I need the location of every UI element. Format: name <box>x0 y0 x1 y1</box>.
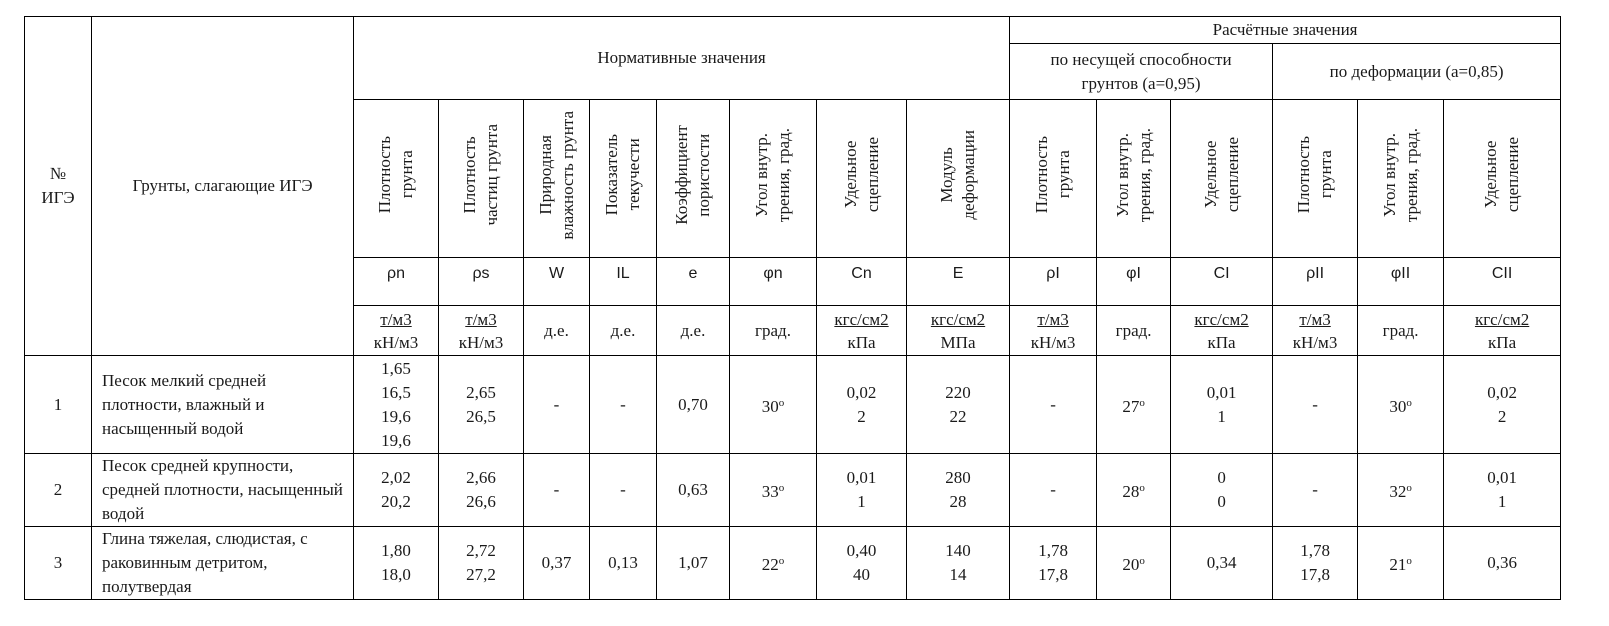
table-cell: 22$^o$ <box>730 527 817 600</box>
unit-bottom: кН/м3 <box>458 332 504 352</box>
soil-name: Песок мелкий средней плотности, влажный и насыщенный водой <box>92 356 354 454</box>
header-bearing: по несущей способности грунтов (a=0,95) <box>1010 44 1273 100</box>
column-label: Плотность частиц грунта <box>460 124 501 226</box>
unit-bottom: МПа <box>940 332 976 352</box>
table-cell: 220 22 <box>907 356 1010 454</box>
column-label-cell <box>1358 100 1444 258</box>
table-cell: 140 14 <box>907 527 1010 600</box>
column-label-cell <box>590 100 657 258</box>
unit-bottom: кН/м3 <box>1292 332 1338 352</box>
column-label: Удельное сцепление <box>1481 137 1523 213</box>
degree-mark: o <box>1406 482 1412 494</box>
column-symbol: W <box>524 258 590 306</box>
unit-bottom: град. <box>1382 321 1419 340</box>
unit-top: кгс/см2 <box>834 309 889 329</box>
table-cell: 2,65 26,5 <box>439 356 524 454</box>
column-unit <box>1358 306 1444 356</box>
column-unit <box>354 306 439 356</box>
column-label: Плотность грунта <box>375 136 416 214</box>
table-cell: 1,78 17,8 <box>1010 527 1097 600</box>
column-unit <box>1097 306 1171 356</box>
column-label: Плотность грунта <box>1294 136 1336 214</box>
column-label: Удельное сцепление <box>840 137 882 213</box>
table-cell: 0,63 <box>657 454 730 527</box>
column-label: Угол внутр. трения, град. <box>1379 127 1421 223</box>
column-label: Удельное сцепление <box>1200 137 1242 213</box>
table-cell: - <box>524 454 590 527</box>
column-label: Показатель текучести <box>602 134 643 216</box>
unit-bottom: кПа <box>1207 332 1236 352</box>
column-symbol: ρs <box>439 258 524 306</box>
unit-top: т/м3 <box>1299 309 1331 329</box>
unit-bottom: кПа <box>847 332 876 352</box>
table-cell: - <box>1273 356 1358 454</box>
column-symbol: IL <box>590 258 657 306</box>
column-label: Модуль деформации <box>937 130 979 220</box>
table-cell: 0,37 <box>524 527 590 600</box>
column-label-cell <box>1273 100 1358 258</box>
unit-top: т/м3 <box>1037 309 1069 329</box>
unit-bottom: д.е. <box>680 321 706 340</box>
row-num: 3 <box>25 527 92 600</box>
table-cell: 2,02 20,2 <box>354 454 439 527</box>
header-normative: Нормативные значения <box>354 17 1010 100</box>
column-label-cell <box>439 100 524 258</box>
column-label-cell <box>1444 100 1561 258</box>
table-cell: 2,66 26,6 <box>439 454 524 527</box>
table-cell: 0,36 <box>1444 527 1561 600</box>
table-cell: 0,13 <box>590 527 657 600</box>
unit-top: т/м3 <box>465 309 497 329</box>
column-unit <box>817 306 907 356</box>
table-cell: - <box>1010 356 1097 454</box>
degree-mark: o <box>1139 555 1145 567</box>
table-cell: 0,01 1 <box>1171 356 1273 454</box>
column-symbol: φn <box>730 258 817 306</box>
table-cell: 30$^o$ <box>730 356 817 454</box>
unit-bottom: град. <box>1115 321 1152 340</box>
unit-bottom: кН/м3 <box>373 332 419 352</box>
unit-top: кгс/см2 <box>930 309 986 329</box>
unit-top: т/м3 <box>380 309 412 329</box>
column-symbol: CII <box>1444 258 1561 306</box>
unit-bottom: д.е. <box>610 321 636 340</box>
column-label-cell <box>657 100 730 258</box>
degree-mark: o <box>1406 555 1412 567</box>
header-num: № ИГЭ <box>25 17 92 356</box>
column-label-cell <box>354 100 439 258</box>
unit-top: кгс/см2 <box>1474 309 1530 329</box>
unit-bottom: кПа <box>1488 332 1517 352</box>
row-num: 2 <box>25 454 92 527</box>
table-cell: 280 28 <box>907 454 1010 527</box>
table-cell: 1,78 17,8 <box>1273 527 1358 600</box>
column-symbol: CI <box>1171 258 1273 306</box>
unit-bottom: д.е. <box>544 321 569 340</box>
table-cell: 32$^o$ <box>1358 454 1444 527</box>
column-unit <box>657 306 730 356</box>
table-cell: - <box>524 356 590 454</box>
table-cell: 21$^o$ <box>1358 527 1444 600</box>
degree-mark: o <box>778 482 785 494</box>
table-cell: 0 0 <box>1171 454 1273 527</box>
table-cell: 27$^o$ <box>1097 356 1171 454</box>
table-cell: 1,65 16,5 19,6 19,6 <box>354 356 439 454</box>
column-symbol: ρII <box>1273 258 1358 306</box>
unit-bottom: град. <box>755 321 791 340</box>
column-label-cell <box>1171 100 1273 258</box>
column-unit <box>590 306 657 356</box>
column-label: Природная влажность грунта <box>535 110 577 240</box>
column-label-cell <box>907 100 1010 258</box>
column-unit <box>1273 306 1358 356</box>
unit-bottom: кН/м3 <box>1030 332 1076 352</box>
table-cell: 20$^o$ <box>1097 527 1171 600</box>
column-label-cell <box>730 100 817 258</box>
column-symbol: E <box>907 258 1010 306</box>
table-cell: 0,34 <box>1171 527 1273 600</box>
unit-top: кгс/см2 <box>1194 309 1249 329</box>
column-unit <box>1444 306 1561 356</box>
degree-mark: o <box>1139 482 1145 494</box>
column-symbol: ρI <box>1010 258 1097 306</box>
column-unit <box>1010 306 1097 356</box>
soil-name: Глина тяжелая, слюдистая, с раковинным детритом, полутвердая <box>92 527 354 600</box>
column-label-cell <box>817 100 907 258</box>
degree-mark: o <box>778 555 785 567</box>
table-cell: - <box>1273 454 1358 527</box>
degree-mark: o <box>1406 396 1412 409</box>
table-cell: 2,72 27,2 <box>439 527 524 600</box>
table-cell: 0,02 2 <box>1444 356 1561 454</box>
column-label: Угол внутр. трения, град. <box>752 127 793 223</box>
table-cell: 30$^o$ <box>1358 356 1444 454</box>
column-unit <box>730 306 817 356</box>
degree-mark: o <box>778 396 785 409</box>
table-cell: 0,01 1 <box>817 454 907 527</box>
column-symbol: e <box>657 258 730 306</box>
column-label: Плотность грунта <box>1032 136 1074 214</box>
table-cell: - <box>590 356 657 454</box>
row-num: 1 <box>25 356 92 454</box>
table-cell: 0,70 <box>657 356 730 454</box>
column-symbol: ρn <box>354 258 439 306</box>
column-symbol: φII <box>1358 258 1444 306</box>
column-label-cell <box>524 100 590 258</box>
column-symbol: Cn <box>817 258 907 306</box>
table-cell: 28$^o$ <box>1097 454 1171 527</box>
soil-name: Песок средней крупности, средней плотности, насыщенный водой <box>92 454 354 527</box>
column-unit <box>907 306 1010 356</box>
table-cell: 33$^o$ <box>730 454 817 527</box>
table-cell: 0,01 1 <box>1444 454 1561 527</box>
table-cell: 1,80 18,0 <box>354 527 439 600</box>
column-label-cell <box>1010 100 1097 258</box>
column-unit <box>524 306 590 356</box>
degree-mark: o <box>1139 396 1145 409</box>
column-unit <box>1171 306 1273 356</box>
table-cell: - <box>1010 454 1097 527</box>
column-symbol: φI <box>1097 258 1171 306</box>
header-soil: Грунты, слагающие ИГЭ <box>92 17 354 356</box>
column-label-cell <box>1097 100 1171 258</box>
table-cell: 0,02 2 <box>817 356 907 454</box>
header-deformation: по деформации (a=0,85) <box>1273 44 1561 100</box>
table-cell: 0,40 40 <box>817 527 907 600</box>
column-label: Коэффициент пористости <box>672 125 713 225</box>
table-cell: - <box>590 454 657 527</box>
header-calculated: Расчётные значения <box>1010 17 1561 44</box>
soil-properties-table-wrapper <box>24 16 1561 600</box>
table-cell: 1,07 <box>657 527 730 600</box>
soil-properties-table <box>24 16 1561 600</box>
column-unit <box>439 306 524 356</box>
column-label: Угол внутр. трения, град. <box>1112 127 1154 223</box>
